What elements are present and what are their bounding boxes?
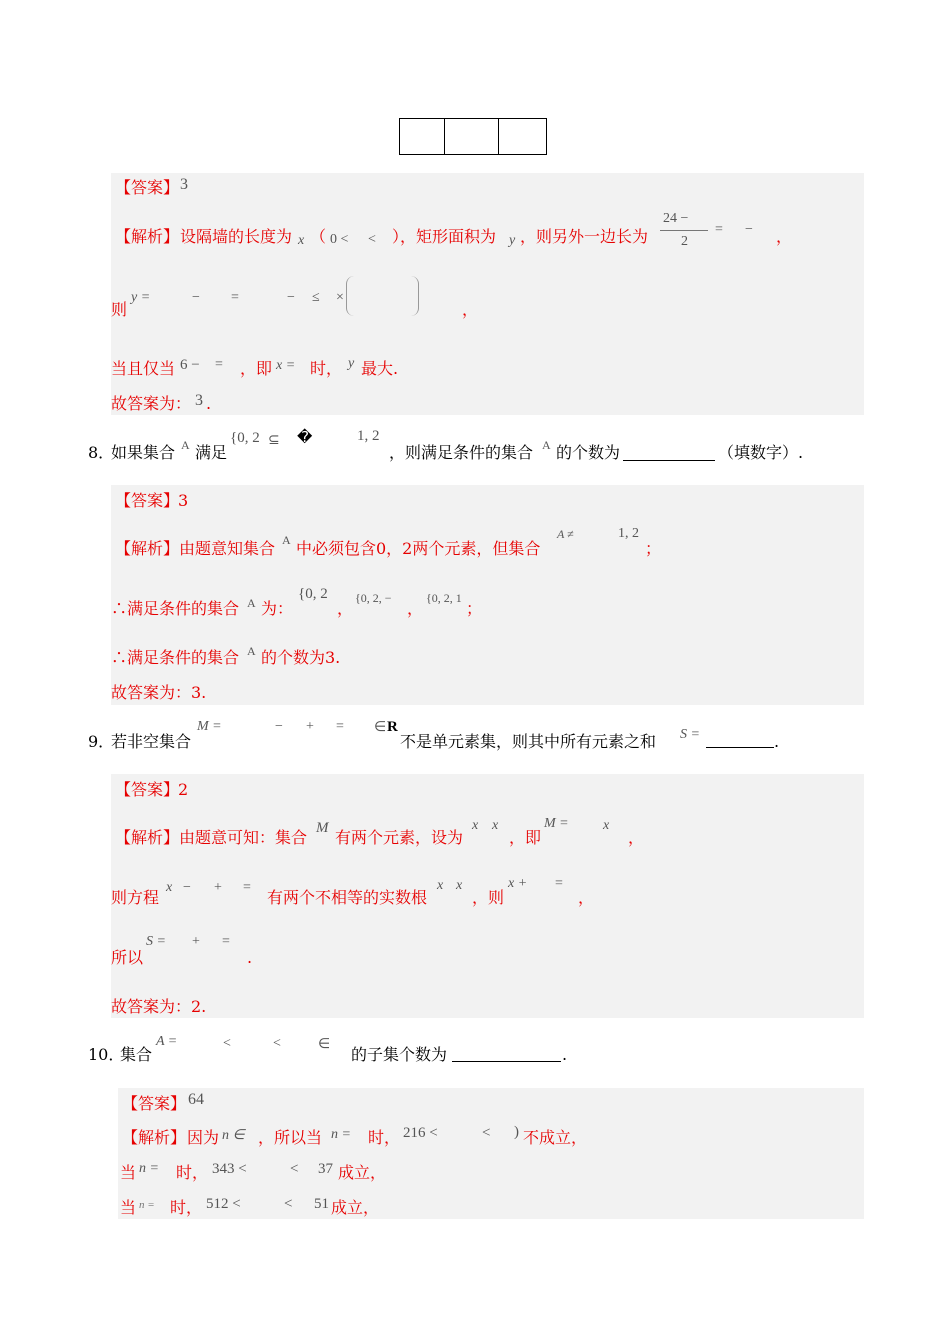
analysis-text: 则: [111, 300, 128, 319]
analysis-text: ，即: [240, 359, 273, 378]
analysis-text: （: [310, 227, 327, 246]
answer-panel-8: [111, 485, 864, 705]
analysis-text: ；: [645, 539, 662, 558]
diagram-cell-1: [399, 118, 445, 155]
analysis-text: 成立，: [338, 1163, 387, 1182]
analysis-text: ，: [407, 599, 424, 618]
math-number: 37: [318, 1161, 333, 1177]
math-expr: 6 −: [180, 357, 200, 373]
math-eq: =: [555, 876, 563, 891]
analysis-text: 有两个不相等的实数根: [267, 888, 428, 907]
analysis-text: 不成立，: [523, 1128, 588, 1147]
math-plus: +: [192, 934, 200, 949]
analysis-text: ；: [466, 599, 483, 618]
analysis-text: 有两个元素，设为: [335, 828, 464, 847]
answer-label: 【答案】: [115, 780, 180, 799]
math-subseteq: ⊆: [268, 433, 280, 448]
math-neq: A ≠: [557, 527, 574, 541]
analysis-text: ，: [776, 227, 793, 246]
answer-blank[interactable]: [706, 747, 774, 748]
analysis-text: ，: [578, 888, 595, 907]
math-plus: +: [214, 880, 222, 895]
math-minus: −: [287, 290, 295, 305]
math-M: M =: [197, 719, 222, 734]
question-text: .: [562, 1045, 568, 1064]
analysis-text: 时，: [310, 359, 343, 378]
diagram-cell-3: [498, 118, 547, 155]
math-x2: x: [456, 878, 463, 893]
analysis-text: 时，: [368, 1128, 401, 1147]
answer-label: 【答案】: [115, 491, 180, 510]
math-x-eq: x =: [276, 358, 296, 373]
analysis-text: 为：: [261, 599, 294, 618]
math-value: 3: [195, 392, 203, 409]
analysis-text: 中必须包含0，2两个元素，但集合: [296, 539, 541, 558]
analysis-text: 时，: [176, 1163, 209, 1182]
math-eq: =: [243, 880, 251, 895]
math-eq: =: [231, 290, 239, 305]
math-sum: x +: [508, 876, 528, 891]
question-text: 满足: [195, 443, 228, 462]
math-n-eq: n =: [139, 1199, 155, 1211]
math-number: 216 <: [403, 1125, 438, 1141]
math-minus: −: [275, 719, 283, 734]
analysis-text: .: [206, 394, 212, 413]
analysis-label: 【解析】: [115, 227, 180, 246]
answer-label: 【答案】: [122, 1094, 187, 1113]
analysis-text: 当: [120, 1198, 137, 1217]
math-times: ×: [336, 290, 344, 305]
math-A: A: [542, 438, 551, 452]
math-lt: <: [223, 1036, 231, 1051]
left-paren-shape: [346, 276, 355, 316]
analysis-text: ），矩形面积为: [392, 227, 497, 246]
analysis-label: 【解析】: [115, 828, 180, 847]
analysis-text: 因为: [187, 1128, 220, 1147]
analysis-text: 由题意知集合: [179, 539, 276, 558]
math-lt: <: [482, 1125, 491, 1141]
analysis-text: ∴满足条件的集合: [111, 648, 240, 667]
math-M: M: [316, 820, 329, 836]
analysis-text: ，则另外一边长为: [520, 227, 649, 246]
math-A: A: [282, 533, 291, 547]
math-number: 343 <: [212, 1161, 247, 1177]
math-set: 1, 2: [618, 526, 639, 541]
analysis-text: 当且仅当: [111, 359, 176, 378]
answer-blank[interactable]: [452, 1061, 561, 1062]
analysis-text: 设隔墙的长度为: [180, 227, 293, 246]
unknown-glyph: �: [297, 430, 313, 446]
math-set: {0, 2, −: [355, 591, 392, 605]
question-text: 的子集个数为: [351, 1045, 448, 1064]
analysis-label: 【解析】: [122, 1128, 187, 1147]
diagram-cell-2: [444, 118, 499, 155]
question-text: 不是单元素集，则其中所有元素之和: [400, 732, 657, 751]
analysis-text: 故答案为：2.: [111, 997, 207, 1016]
math-eq: =: [222, 934, 230, 949]
math-y: y: [348, 356, 355, 371]
math-eq: =: [336, 719, 344, 734]
math-number: 512 <: [206, 1196, 241, 1212]
answer-panel-7: [111, 173, 864, 415]
math-A: A: [247, 644, 256, 658]
analysis-text: ，: [462, 300, 479, 319]
math-x: x: [298, 233, 305, 248]
math-number: 51: [314, 1196, 329, 1212]
math-in: ∈: [318, 1037, 331, 1052]
question-text: 的个数为: [556, 443, 621, 462]
analysis-text: 由题意可知：集合: [179, 828, 308, 847]
math-A: A: [181, 438, 190, 452]
analysis-text: 最大.: [361, 359, 399, 378]
analysis-text: 成立，: [331, 1198, 380, 1217]
math-S: S =: [680, 727, 700, 742]
math-range: 0 <: [330, 232, 349, 247]
answer-value: 3: [178, 491, 189, 510]
question-text: ，则满足条件的集合: [389, 443, 534, 462]
math-x: x: [603, 818, 610, 833]
question-number: 8．: [88, 443, 115, 462]
analysis-label: 【解析】: [115, 539, 180, 558]
right-paren-shape: [410, 276, 419, 316]
analysis-text: 所以: [111, 948, 144, 967]
analysis-text: ，: [337, 599, 354, 618]
math-n-eq: n =: [139, 1161, 159, 1176]
math-set: {0, 2: [230, 430, 260, 446]
math-A: A: [247, 596, 256, 610]
math-lt: <: [284, 1196, 293, 1212]
answer-value: 64: [188, 1091, 204, 1108]
fraction-denominator: 2: [681, 234, 688, 249]
analysis-text: 故答案为：3.: [111, 683, 207, 702]
fraction-bar: [660, 230, 708, 231]
math-x1: x: [472, 818, 479, 833]
question-text: 集合: [120, 1045, 153, 1064]
math-M-eq: M =: [544, 816, 569, 831]
math-n-eq: n =: [331, 1127, 351, 1142]
question-text: 如果集合: [111, 443, 176, 462]
math-expr: y =: [131, 290, 151, 305]
analysis-text: 时，: [170, 1198, 203, 1217]
math-x1: x: [437, 878, 444, 893]
math-set: 1, 2: [357, 428, 380, 444]
math-A: A =: [156, 1034, 178, 1049]
math-R: R: [387, 719, 398, 735]
answer-value: 2: [178, 780, 189, 799]
math-lt: <: [273, 1036, 281, 1051]
math-le: ≤: [312, 290, 320, 305]
math-y: y: [509, 233, 516, 248]
analysis-text: 当: [120, 1163, 137, 1182]
math-minus: −: [192, 290, 200, 305]
analysis-text: ，则: [472, 888, 505, 907]
math-lt: <: [368, 232, 376, 247]
math-lt: <: [290, 1161, 299, 1177]
math-set: {0, 2, 1: [426, 591, 462, 605]
analysis-text: 的个数为3.: [261, 648, 341, 667]
answer-blank[interactable]: [623, 460, 715, 461]
answer-label: 【答案】: [115, 178, 180, 197]
math-S: S =: [146, 934, 166, 949]
analysis-text: ∴满足条件的集合: [111, 599, 240, 618]
question-number: 9．: [88, 732, 115, 751]
math-eq: =: [215, 357, 223, 372]
analysis-text: ，: [628, 828, 645, 847]
math-minus: −: [745, 222, 753, 237]
analysis-text: .: [247, 948, 253, 967]
question-text: 若非空集合: [111, 732, 192, 751]
analysis-text: 则方程: [111, 888, 160, 907]
math-n-in: n ∈: [222, 1128, 245, 1143]
analysis-text: 故答案为：: [111, 394, 192, 413]
math-eq: =: [715, 222, 723, 237]
analysis-text: ，所以当: [258, 1128, 323, 1147]
math-plus: +: [306, 719, 314, 734]
math-x: x: [166, 880, 173, 895]
question-text: （填数字）.: [718, 443, 804, 462]
analysis-text: ，即: [509, 828, 542, 847]
math-minus: −: [183, 880, 191, 895]
math-paren: ): [514, 1124, 519, 1140]
math-set: {0, 2: [298, 586, 328, 602]
fraction-numerator: 24 −: [663, 211, 689, 226]
math-in: ∈: [374, 720, 387, 735]
math-x2: x: [492, 818, 499, 833]
answer-value: 3: [180, 176, 188, 193]
question-text: .: [774, 732, 780, 751]
question-number: 10．: [88, 1045, 125, 1064]
